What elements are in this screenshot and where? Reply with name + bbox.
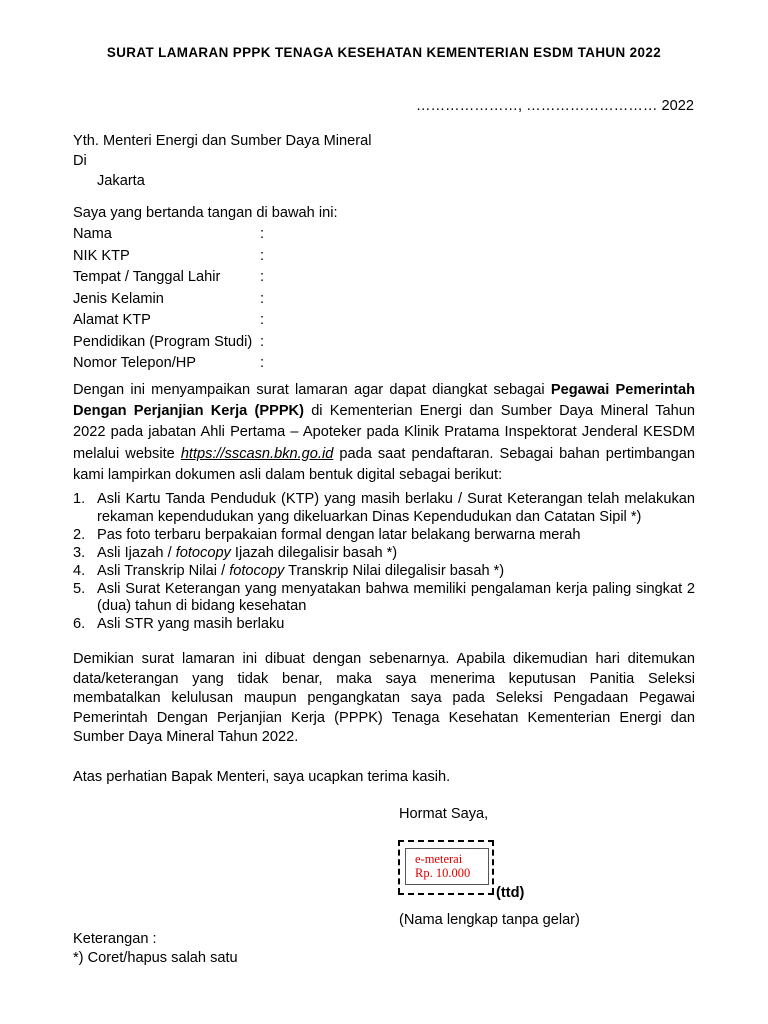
- list-item: [73, 527, 695, 545]
- field-separator: :: [260, 247, 265, 264]
- list-text: Asli STR yang masih berlaku: [97, 616, 285, 633]
- thanks-paragraph: Atas perhatian Bapak Menteri, saya ucapkan terima kasih.: [73, 769, 451, 785]
- list-number: 1.: [73, 491, 86, 507]
- field-label: Alamat KTP: [73, 312, 151, 328]
- list-text: Asli Transkrip Nilai / fotocopy Transkrip Nilai dilegalisir basah *): [97, 562, 505, 579]
- recipient-city: Jakarta: [97, 173, 145, 189]
- closing-salutation: Hormat Saya,: [399, 806, 489, 822]
- recipient-address: [73, 131, 372, 191]
- list-item: [73, 545, 695, 563]
- applicant-fields: [73, 224, 373, 375]
- field-label: Tempat / Tanggal Lahir: [73, 269, 221, 285]
- para-text: pada saat pendaftaran. Sebagai bahan pertimbangan kami lampirkan dokumen asli dalam bentuk digital sebagai berikut:: [73, 445, 695, 483]
- para-text: Dengan ini menyampaikan surat lamaran agar dapat diangkat sebagai: [73, 382, 551, 398]
- field-separator: :: [260, 226, 265, 242]
- ttd-label: (ttd): [496, 885, 525, 901]
- field-row: [73, 289, 373, 311]
- list-text: Asli Ijazah / fotocopy Ijazah dilegalisir basah *): [97, 544, 398, 561]
- notes-title: Keterangan :: [73, 931, 157, 947]
- field-label: NIK KTP: [73, 247, 130, 264]
- field-row: [73, 246, 373, 268]
- field-label: Jenis Kelamin: [73, 290, 164, 307]
- field-separator: :: [260, 333, 265, 350]
- notes-text: *) Coret/hapus salah satu: [73, 950, 238, 966]
- field-row: [73, 353, 373, 375]
- field-label: Nomor Telepon/HP: [73, 355, 197, 371]
- declaration-paragraph: Demikian surat lamaran ini dibuat dengan sebenarnya. Apabila dikemudian hari ditemukan data/keterangan yang tidak benar, maka saya menerima keputusan Panitia Seleksi membatalkan kelulusan maupun pengangkatan saya pada Seleksi Pengadaan Pegawai Pemerintah Dengan Perjanjian Kerja (PPPK) Tenaga Kesehatan Kementerian Energi dan Sumber Daya Mineral Tahun 2022.: [73, 651, 695, 745]
- date-line: …………………, ……………………… 2022: [415, 98, 694, 114]
- intro-text: Saya yang bertanda tangan di bawah ini:: [73, 205, 338, 221]
- list-number: 6.: [73, 616, 86, 633]
- pppk-bold-text: Pegawai Pemerintah Dengan Perjanjian Kerja (PPPK): [73, 382, 695, 420]
- signature-box-bottom: [398, 893, 494, 895]
- field-row: [73, 224, 373, 246]
- document-list: [73, 491, 695, 634]
- field-separator: :: [260, 290, 265, 307]
- list-item: [73, 616, 695, 634]
- list-text: Asli Surat Keterangan yang menyatakan bahwa memiliki pengalaman kerja paling singkat 2 (dua) tahun di bidang kesehatan: [97, 580, 695, 615]
- field-row: [73, 310, 373, 332]
- e-meterai-stamp: [405, 848, 489, 885]
- sscasn-link[interactable]: https://sscasn.bkn.go.id: [180, 445, 334, 462]
- field-separator: :: [260, 355, 265, 371]
- field-separator: :: [260, 269, 265, 285]
- list-text: Pas foto terbaru berpakaian formal dengan latar belakang berwarna merah: [97, 526, 581, 543]
- meterai-label: e-meterai: [415, 852, 463, 866]
- notes: [73, 930, 238, 968]
- letter-title: SURAT LAMARAN PPPK TENAGA KESEHATAN KEMENTERIAN ESDM TAHUN 2022: [106, 45, 662, 60]
- list-number: 2.: [73, 526, 86, 543]
- para-text: di Kementerian Energi dan Sumber Daya Mineral Tahun 2022 pada jabatan Ahli Pertama – Apoteker pada Klinik Pratama Inspektorat Jenderal KESDM melalui website: [73, 403, 695, 462]
- list-item: [73, 581, 695, 617]
- field-separator: :: [260, 312, 265, 328]
- recipient-di: Di: [73, 153, 87, 169]
- field-label: Pendidikan (Program Studi): [73, 333, 253, 350]
- application-paragraph: [73, 380, 695, 486]
- list-text: Asli Kartu Tanda Penduduk (KTP) yang masih berlaku / Surat Keterangan telah melakukan rekaman kependudukan yang dikeluarkan Dinas Kependudukan dan Catatan Sipil *): [97, 491, 695, 525]
- meterai-value: Rp. 10.000: [415, 866, 471, 880]
- field-row: [73, 332, 373, 354]
- field-row: [73, 267, 373, 289]
- recipient-line: Yth. Menteri Energi dan Sumber Daya Mineral: [73, 133, 372, 149]
- name-hint: (Nama lengkap tanpa gelar): [399, 912, 580, 928]
- list-number: 4.: [73, 562, 86, 579]
- list-number: 5.: [73, 580, 86, 597]
- list-item: [73, 491, 695, 527]
- list-item: [73, 563, 695, 581]
- field-label: Nama: [73, 226, 112, 242]
- list-number: 3.: [73, 544, 86, 561]
